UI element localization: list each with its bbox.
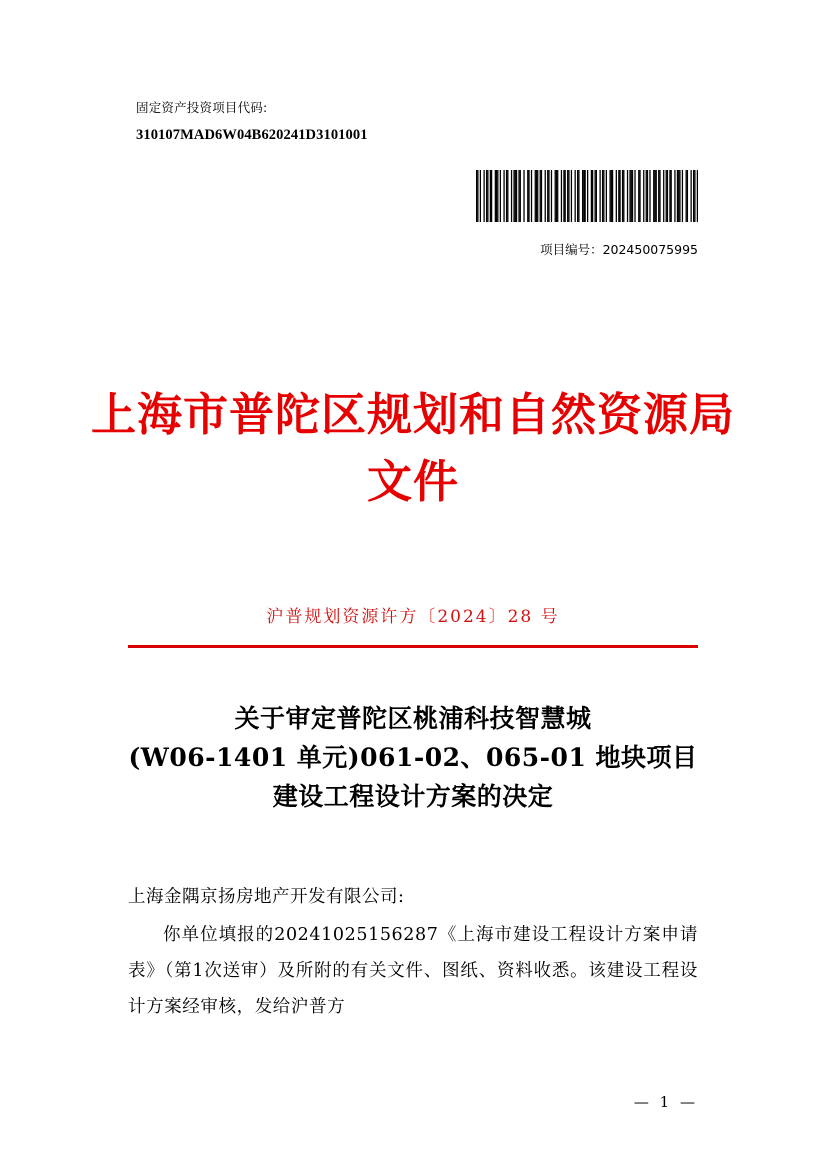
document-number: 沪普规划资源许方〔2024〕28 号 [266, 607, 560, 627]
decision-title [118, 700, 708, 816]
body-text [128, 880, 698, 1026]
decision-title-line2: (W06-1401 单元)061-02、065-01 地块项目 [128, 742, 698, 772]
org-title-line2: 文件 [366, 454, 459, 508]
decision-title-line1: 关于审定普陀区桃浦科技智慧城 [234, 704, 592, 733]
page-number: — 1 — [633, 1093, 698, 1111]
barcode-icon [476, 170, 698, 222]
salutation: 上海金隅京扬房地产开发有限公司: [128, 887, 405, 907]
asset-code-label: 固定资产投资项目代码: [136, 100, 268, 115]
page-title [0, 385, 826, 513]
project-number: 项目编号：202450075995 [540, 242, 698, 257]
asset-code-value: 310107MAD6W04B620241D3101001 [136, 126, 368, 143]
org-title-line1: 上海市普陀区规划和自然资源局 [90, 388, 735, 441]
red-divider [128, 645, 698, 648]
body-paragraph-1: 你单位填报的20241025156287《上海市建设工程设计方案申请表》（第1次送审）及所附的有关文件、图纸、资料收悉。该建设工程设计方案经审核，发给沪普方 [128, 924, 698, 1017]
asset-investment-code [136, 97, 368, 148]
decision-title-line3: 建设工程设计方案的决定 [272, 781, 554, 811]
barcode-block [476, 170, 698, 258]
